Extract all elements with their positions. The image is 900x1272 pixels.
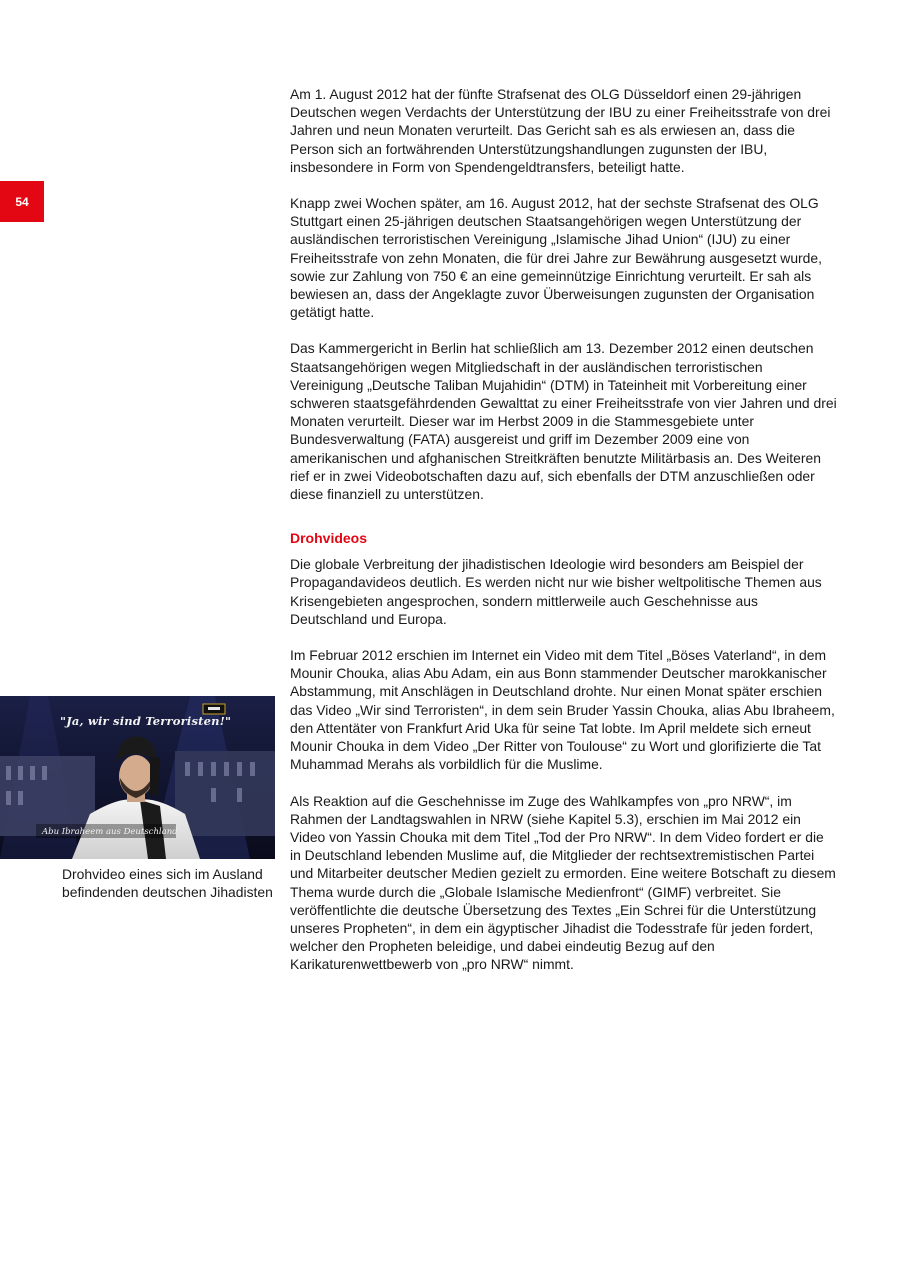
section-heading: Drohvideos: [290, 530, 368, 547]
paragraph: Im Februar 2012 erschien im Internet ein Video mit dem Titel „Böses Vaterland“, in dem Mounir Chouka, alias Abu Adam, ein aus Bonn stammender Deutscher marokkanischer Abstammung, mit Anschlägen in Deutschland drohte. Nur einen Monat später erschien das Video „Wir sind Terroristen“, in dem sein Bruder Yassin Chouka, alias Abu Ibraheem, den Attentäter von Frankfurt Arid Uka für seine Tat lobte. Im April meldete sich erneut Mounir Chouka in dem Video „Der Ritter von Toulouse“ zu Wort und glorifizierte die Tat Muhammad Merahs als vorbildlich für die Muslime.: [290, 647, 835, 773]
paragraph: Knapp zwei Wochen später, am 16. August 2012, hat der sechste Strafsenat des OLG Stuttgart einen 25-jährigen deutschen Staatsangehörigen wegen Unterstützung der ausländischen terroristischen Vereinigung „Islamische Jihad Union“ (IJU) zu einer Freiheitsstrafe von zehn Monaten, die für drei Jahre zur Bewährung ausgesetzt wurde, sowie zur Zahlung von 750 € an eine gemeinnützige Einrichtung verurteilt. Er sah als bewiesen an, dass der Angeklagte zuvor Überweisungen zugunsten der Organisation getätigt hatte.: [290, 195, 822, 321]
video-overlay-name: Abu Ibraheem aus Deutschland: [42, 827, 178, 837]
paragraph: Am 1. August 2012 hat der fünfte Strafsenat des OLG Düsseldorf einen 29-jährigen Deutschen wegen Verdachts der Unterstützung der IBU zu einer Freiheitsstrafe von drei Jahren und neun Monaten verurteilt. Das Gericht sah es als erwiesen an, dass die Person sich an fortwährenden Unterstützungshandlungen zugunsten der IBU, insbesondere in Form von Spendengeldtransfers, beteiligt hatte.: [290, 86, 831, 175]
video-overlay-title: "Ja, wir sind Terroristen!": [60, 714, 232, 728]
main-text-column: [290, 85, 838, 992]
image-caption: Drohvideo eines sich im Ausland befindenden deutschen Jihadisten: [62, 866, 273, 901]
video-still-image: [0, 696, 275, 859]
page-number: 54: [15, 194, 29, 209]
paragraph: Das Kammergericht in Berlin hat schließlich am 13. Dezember 2012 einen deutschen Staatsangehörigen wegen Mitgliedschaft in der ausländischen terroristischen Vereinigung „Deutsche Taliban Mujahidin“ (DTM) in Tateinheit mit Vorbereitung einer schweren staatsgefährdenden Gewalttat zu einer Freiheitsstrafe von vier Jahren und drei Monaten verurteilt. Dieser war im Herbst 2009 in die Stammesgebiete unter Bundesverwaltung (FATA) ausgereist und griff im Dezember 2009 eine von amerikanischen und afghanischen Streitkräften benutzte Militärbasis an. Des Weiteren rief er in zwei Videobotschaften dazu auf, sich ebenfalls der DTM anzuschließen oder diese finanziell zu unterstützen.: [290, 340, 837, 503]
paragraph: Die globale Verbreitung der jihadistischen Ideologie wird besonders am Beispiel der Propagandavideos deutlich. Es werden nicht nur wie bisher weltpolitische Themen aus Krisengebieten angesprochen, sondern mittlerweile auch Geschehnisse aus Deutschland und Europa.: [290, 556, 822, 627]
page-number-tab: [0, 181, 44, 222]
paragraph: Als Reaktion auf die Geschehnisse im Zuge des Wahlkampfes von „pro NRW“, im Rahmen der Landtagswahlen in NRW (siehe Kapitel 5.3), erschien im Mai 2012 ein Video von Yassin Chouka mit dem Titel „Tod der Pro NRW“. In dem Video fordert er die in Deutschland lebenden Muslime auf, die Mitglieder der rechtsextremistischen Partei und Mitarbeiter deutscher Medien gezielt zu ermorden. Eine weitere Botschaft zu diesem Thema wurde durch die „Globale Islamische Medienfront“ (GIMF) verbreitet. Sie veröffentlichte die deutsche Übersetzung des Textes „Ein Schrei für die Unterstützung unseres Propheten“, in dem ein ägyptischer Jihadist die Todesstrafe für jeden fordert, welcher den Propheten beleidige, und dabei eindeutig Bezug auf den Karikaturenwettbewerb von „pro NRW“ nimmt.: [290, 792, 836, 973]
